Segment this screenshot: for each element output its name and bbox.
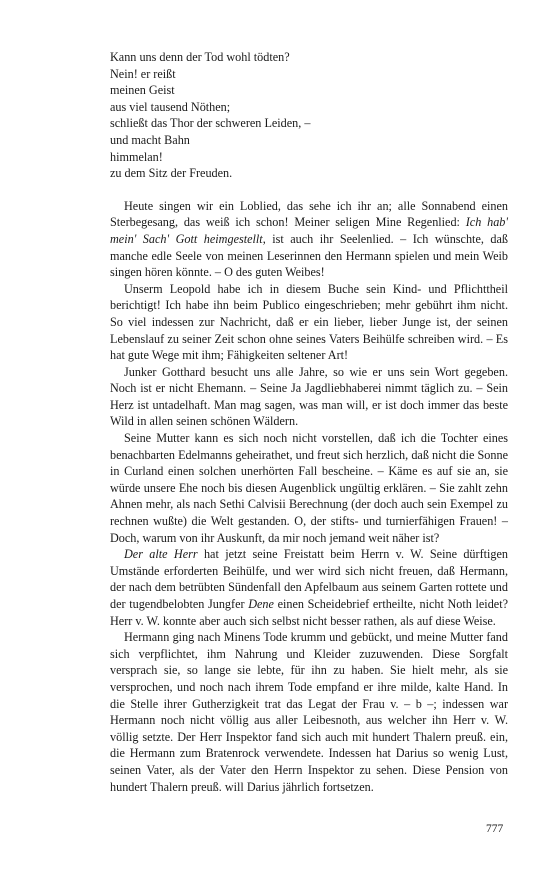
paragraph: Junker Gotthard besucht uns alle Jahre, so wie er uns sein Wort gegeben. Noch ist er nicht Ehemann. – Seine Ja Jagdliebhaberei nimmt täglich zu. – Sein Herz ist untadelhaft. Man mag sagen, was man will, er ist doch immer das beste Wild in allen seinen schönen Wäldern.	[110, 364, 508, 429]
page-number: 777	[486, 823, 504, 835]
paragraph: Seine Mutter kann es sich noch nicht vorstellen, daß ich die Tochter eines benachbarten Edelmanns geheirathet, und freut sich herzlich, daß nicht die Sonne in Curland einen solchen unerhörten Fall bescheine. – Käme es auf sie an, sie würde unsere Ehe noch bis diesen Augenblick ungültig erklären. – Sie zahlt zehn Ahnen mehr, als nach Sethi Calvisii Berechnung (der doch auch sein Exempel zu rechnen wußte) die Welt gestanden. O, der stifts- und turnierfähigen Frauen! – Doch, warum von ihr Auskunft, da mir noch jemand weit näher ist?	[110, 431, 508, 545]
character-name: Der alte Herr	[124, 547, 198, 562]
paragraph: Hermann ging nach Minens Tode krumm und gebückt, und meine Mutter fand sich verpflichtet, ihm Nahrung und Kleider zuzuwenden. Diese Sorgfalt versprach sie, so lange sie lebte, für ihn zu haben. Sie hielt mehr, als sie versprochen, und noch nach ihrem Tode empfand er ihre milde, kalte Hand. In die Stelle ihrer Gutherzigkeit trat das Legat der Frau v. – b –; indessen war Hermann noch nicht völlig aus aller Leibesnoth, aus welcher ihn Herr v. W. völlig setzte. Der Herr Inspektor fand sich auch mit hundert Thalern preuß. ein, die Hermann zum Bratenrock verwendete. Indessen hat Darius so wenig Lust, seinen Vater, als der Vater den Herrn Inspektor zu sehen. Diese Pension von hundert Thalern preuß. will Darius jährlich fortsetzen.	[110, 630, 508, 794]
paragraph: Unserm Leopold habe ich in diesem Buche sein Kind- und Pflichttheil berichtigt! Ich habe ihn beim Publico eingeschrieben; mehr gebührt ihm nicht. So viel indessen zur Nachricht, daß er ein lieber, lieber Junge ist, der seinen Lebenslauf zu seiner Zeit schon ohne seines Vaters Beihülfe schreiben wird. – Es hat gute Wege mit ihm; Fähigkeiten seltener Art!	[110, 281, 508, 363]
text-run: , ist auch ihr Seelenlied. – Ich wünschte, daß manche edle Seele von meinen Leserinnen den Hermann spielen und mein Weib singen hören könnte. – O des guten Weibes!	[110, 231, 509, 280]
page-body	[110, 49, 508, 795]
verse-line: Kann uns denn der Tod wohl tödten?	[110, 50, 290, 64]
verse-line: schließt das Thor der schweren Leiden, –	[110, 116, 311, 131]
text-run: Heute singen wir ein Loblied, das sehe ich ihr an; alle Sonnabend einen Sterbegesang, das weiß ich schon! Meiner seligen Mine Regenlied:	[110, 198, 508, 230]
verse-line: Nein! er reißt	[110, 66, 176, 81]
verse-stanza	[110, 49, 508, 182]
prose-body	[110, 198, 508, 795]
paragraph	[110, 198, 508, 281]
verse-line: himmelan!	[110, 149, 163, 164]
verse-line: aus viel tausend Nöthen;	[110, 99, 231, 114]
text-run: hat jetzt seine Freistatt beim Herrn v. W. Seine dürftigen Umstände erforderten Beihülfe, und wer wird sich nicht freuen, daß Hermann, der nach dem betrübten Sündenfall den Apfelbaum aus seinem Garten rottete und der tugendbelobten Jungfer	[110, 547, 508, 611]
verse-line: und macht Bahn	[110, 132, 190, 147]
character-name: Dene	[248, 597, 274, 611]
verse-line: meinen Geist	[110, 83, 175, 98]
paragraph	[110, 546, 508, 629]
hymn-title: Ich hab' mein' Sach' Gott heimgestellt	[110, 215, 508, 246]
text-run: einen Scheidebrief ertheilte, nicht Noth leidet? Herr v. W. konnte aber auch sich selbst nicht besser rathen, als auf diese Weise.	[110, 597, 508, 628]
verse-line: zu dem Sitz der Freuden.	[110, 166, 233, 181]
